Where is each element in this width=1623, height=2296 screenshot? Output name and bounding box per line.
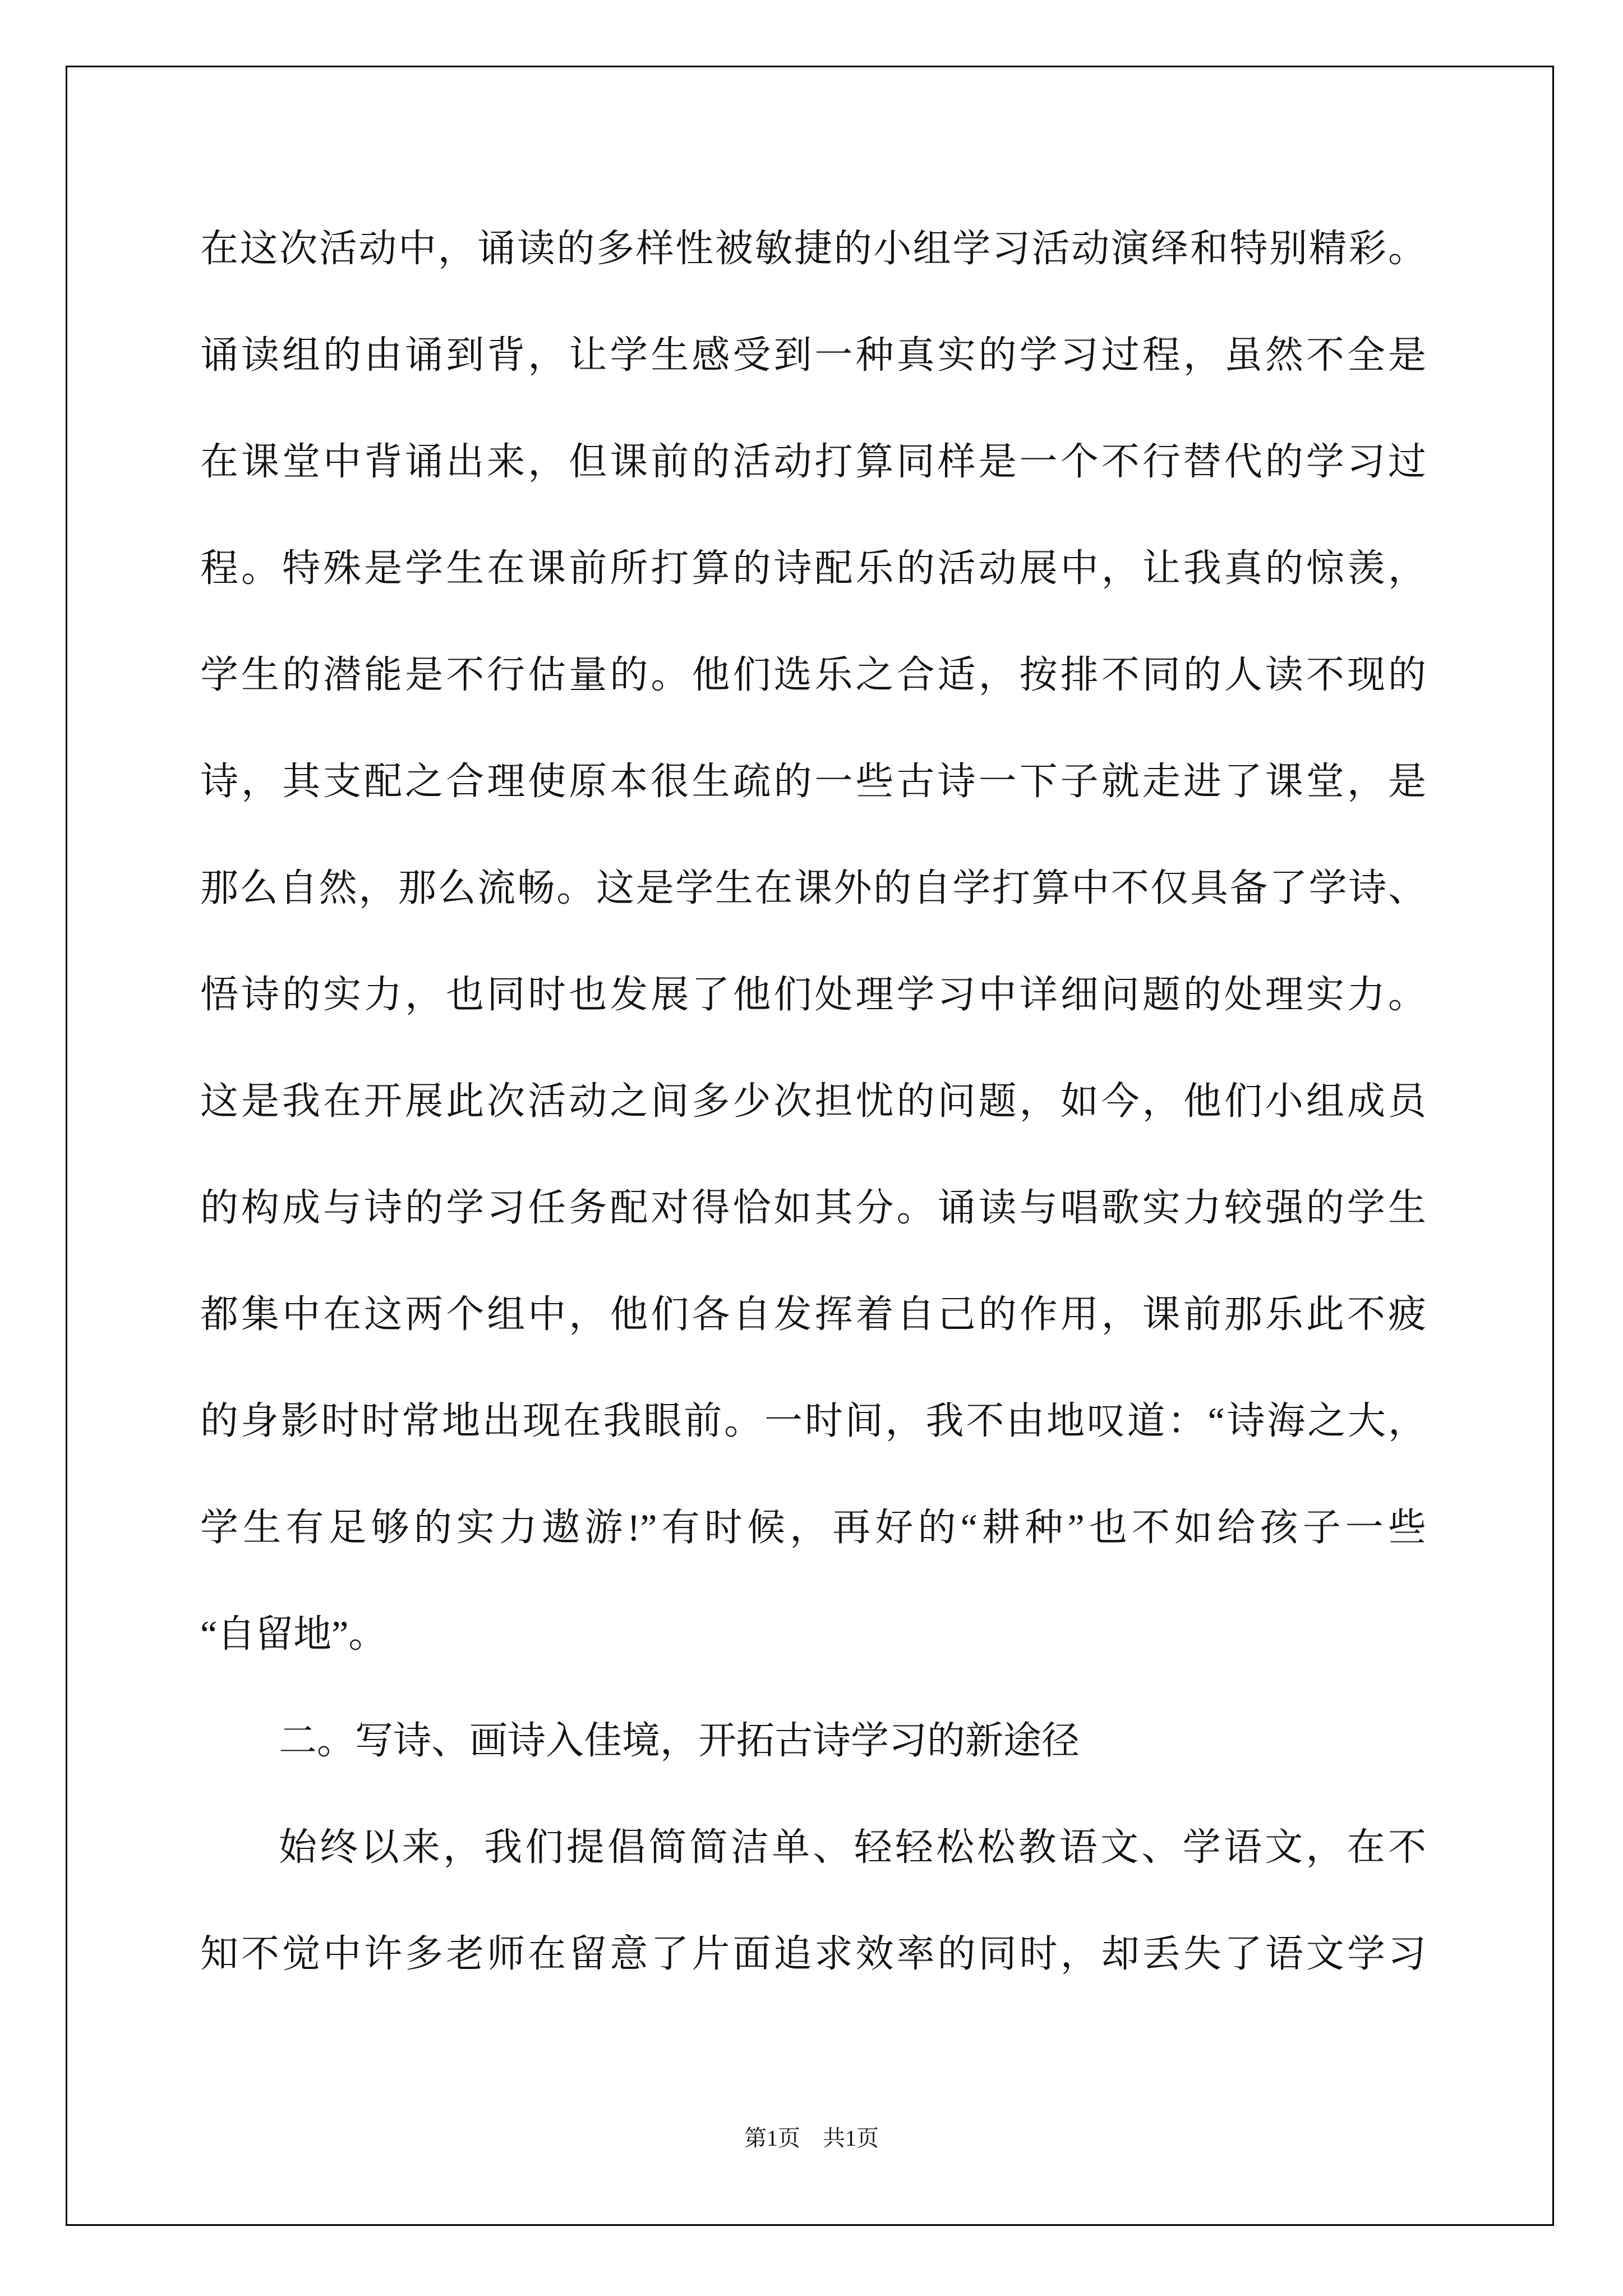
text-line: 的构成与诗的学习任务配对得恰如其分。诵读与唱歌实力较强的学生: [200, 1186, 1426, 1229]
page-footer: [0, 2125, 1623, 2152]
text-line: 的身影时时常地出现在我眼前。一时间，我不由地叹道：“诗海之大，: [200, 1400, 1426, 1442]
text-line: 在这次活动中，诵读的多样性被敏捷的小组学习活动演绎和特别精彩。: [200, 227, 1426, 270]
page-number: 第1页: [744, 2125, 800, 2151]
text-line: 学生有足够的实力遨游!”有时候，再好的“耕种”也不如给孩子一些: [200, 1506, 1426, 1549]
text-line: “自留地”。: [200, 1613, 387, 1655]
text-line: 这是我在开展此次活动之间多少次担忧的问题，如今，他们小组成员: [200, 1080, 1426, 1122]
text-line: 程。特殊是学生在课前所打算的诗配乐的活动展中，让我真的惊羡，: [200, 547, 1426, 590]
text-line: 知不觉中许多老师在留意了片面追求效率的同时，却丢失了语文学习: [200, 1932, 1426, 1975]
text-line: 始终以来，我们提倡简简洁单、轻轻松松教语文、学语文，在不: [279, 1826, 1426, 1869]
page-total: 共1页: [823, 2125, 879, 2151]
text-line: 诗，其支配之合理使原本很生疏的一些古诗一下子就走进了课堂，是: [200, 760, 1426, 803]
text-line: 在课堂中背诵出来，但课前的活动打算同样是一个不行替代的学习过: [200, 440, 1426, 483]
document-body: [200, 195, 1426, 2007]
text-line: 那么自然，那么流畅。这是学生在课外的自学打算中不仅具备了学诗、: [200, 867, 1426, 909]
text-line: 学生的潜能是不行估量的。他们选乐之合适，按排不同的人读不现的: [200, 654, 1426, 696]
section-heading: 二。写诗、画诗入佳境，开拓古诗学习的新途径: [279, 1719, 1080, 1762]
text-line: 诵读组的由诵到背，让学生感受到一种真实的学习过程，虽然不全是: [200, 334, 1426, 376]
text-line: 悟诗的实力，也同时也发展了他们处理学习中详细问题的处理实力。: [200, 973, 1426, 1016]
text-line: 都集中在这两个组中，他们各自发挥着自己的作用，课前那乐此不疲: [200, 1293, 1426, 1336]
